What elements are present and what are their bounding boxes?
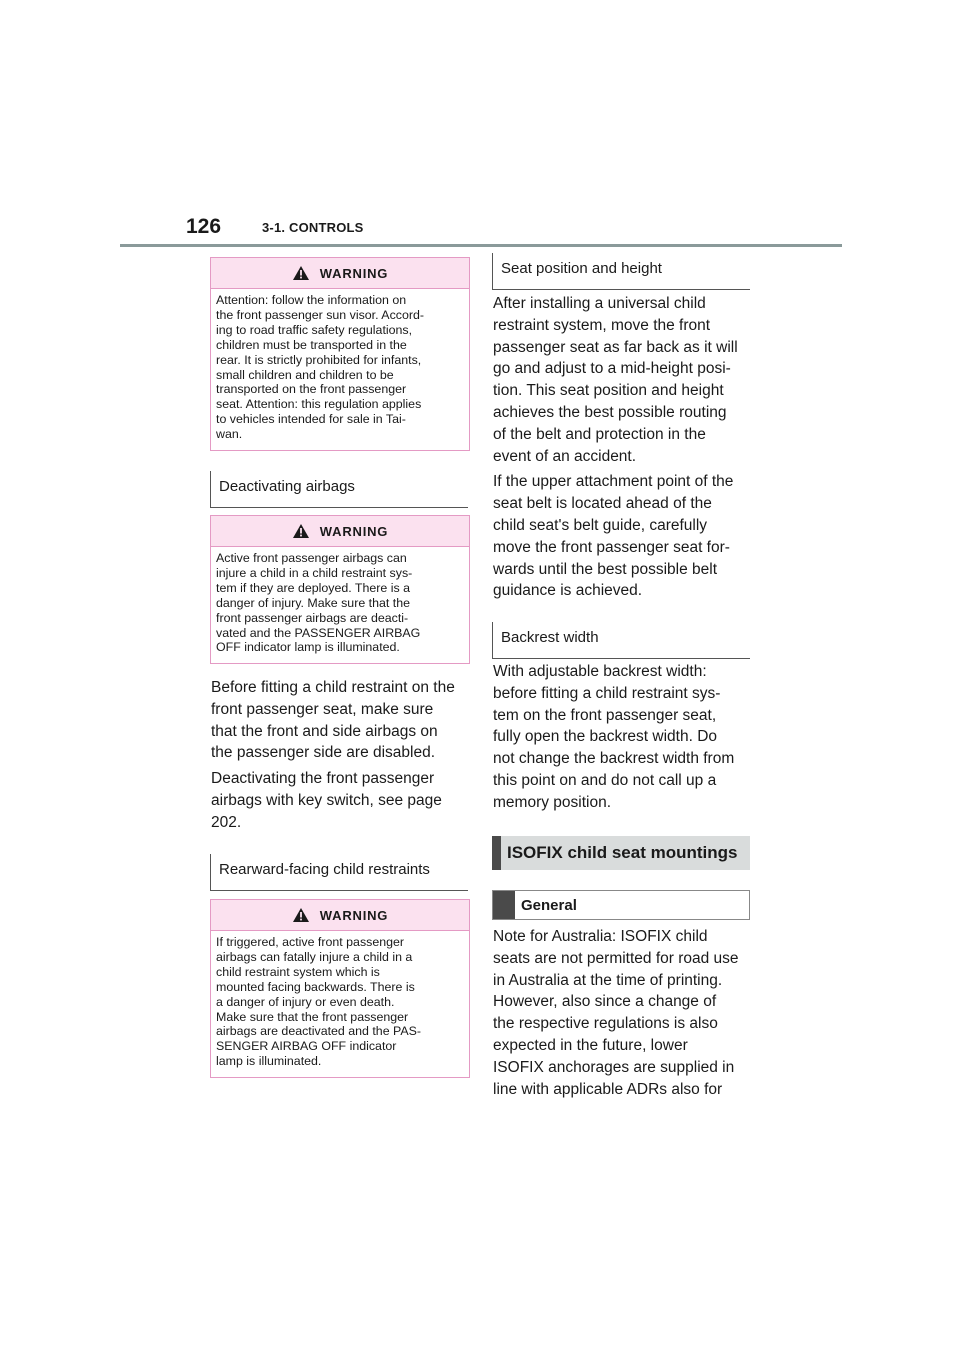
text-line: guidance is achieved. — [493, 582, 643, 600]
text-line: tion. This seat position and height — [493, 382, 724, 400]
warning-line: a danger of injury or even death. — [216, 994, 395, 1009]
subsection-heading-general — [492, 890, 750, 920]
warning-title: WARNING — [319, 523, 389, 539]
warning-line: transported on the front passenger — [216, 382, 407, 397]
warning-line: the front passenger sun visor. Accord- — [216, 307, 424, 322]
warning-header — [211, 516, 469, 547]
warning-box-rearward — [210, 899, 470, 1078]
subheading-rearward-facing: Rearward-facing child restraints — [210, 854, 468, 891]
subheading-backrest-width: Backrest width — [492, 622, 750, 659]
text-line: the respective regulations is also — [493, 1015, 718, 1033]
warning-title: WARNING — [319, 907, 389, 923]
text-line: this point on and do not call up a — [493, 771, 717, 789]
warning-line: SENGER AIRBAG OFF indicator — [216, 1039, 397, 1054]
warning-line: to vehicles intended for sale in Tai- — [216, 412, 406, 427]
warning-triangle-icon — [292, 907, 310, 923]
warning-line: Make sure that the front passenger — [216, 1009, 409, 1024]
paragraph — [493, 926, 753, 1100]
warning-line: danger of injury. Make sure that the — [216, 595, 410, 610]
paragraph-upper-attachment — [493, 471, 753, 602]
warning-line: wan. — [216, 427, 243, 442]
section-heading-isofix — [492, 836, 750, 870]
paragraph — [211, 677, 473, 764]
subsection-marker — [493, 891, 515, 919]
text-line: achieves the best possible routing — [493, 403, 727, 421]
warning-title: WARNING — [319, 265, 389, 281]
text-line: After installing a universal child — [493, 295, 706, 312]
paragraph-key-switch — [211, 768, 473, 833]
warning-line: OFF indicator lamp is illuminated. — [216, 640, 400, 655]
text-line: ISOFIX anchorages are supplied in — [493, 1058, 735, 1076]
paragraph — [493, 293, 753, 467]
text-line: seats are not permitted for road use — [493, 949, 739, 967]
warning-triangle-icon — [292, 265, 310, 281]
warning-text — [211, 931, 469, 1077]
warning-text — [211, 547, 469, 663]
warning-line: Attention: follow the information on — [216, 293, 407, 307]
subheading-deactivating-airbags: Deactivating airbags — [210, 471, 468, 508]
warning-line: injure a child in a child restraint sys- — [216, 565, 413, 580]
text-line: in Australia at the time of printing. — [493, 971, 723, 989]
section-marker — [492, 836, 501, 870]
warning-line: child restraint system which is — [216, 964, 380, 979]
warning-box-active-airbags — [210, 515, 470, 664]
warning-line: rear. It is strictly prohibited for infants, — [216, 352, 422, 367]
section-title: 3-1. CONTROLS — [262, 220, 364, 235]
text-line: passenger seat as far back as it will — [493, 338, 738, 356]
warning-line: lamp is illuminated. — [216, 1054, 322, 1069]
page-number: 126 — [186, 215, 222, 238]
paragraph-after-installing — [493, 293, 753, 606]
warning-header — [211, 258, 469, 289]
text-line: line with applicable ADRs also for — [493, 1080, 723, 1098]
warning-line: children must be transported in the — [216, 337, 407, 352]
warning-text — [211, 289, 469, 450]
warning-line: mounted facing backwards. There is — [216, 979, 415, 994]
text-line: child seat's belt guide, carefully — [493, 516, 708, 534]
warning-box-sun-visor — [210, 257, 470, 451]
text-line: Deactivating the front passenger — [211, 770, 435, 788]
warning-line: vated and the PASSENGER AIRBAG — [216, 625, 421, 640]
text-line: move the front passenger seat for- — [493, 538, 730, 556]
section-heading-text: ISOFIX child seat mountings — [507, 843, 738, 862]
warning-header — [211, 900, 469, 931]
text-line: memory position. — [493, 793, 612, 811]
warning-line: If triggered, active front passenger — [216, 935, 405, 949]
paragraph-australia — [493, 926, 753, 1104]
text-line: tem on the front passenger seat, — [493, 706, 717, 724]
text-line: go and adjust to a mid-height posi- — [493, 360, 731, 378]
text-line: wards until the best possible belt — [493, 560, 718, 578]
text-line: seat belt is located ahead of the — [493, 495, 712, 513]
text-line: airbags with key switch, see page — [211, 791, 442, 809]
text-line: fully open the backrest width. Do — [493, 728, 718, 746]
warning-line: airbags are deactivated and the PAS- — [216, 1024, 422, 1039]
text-line: not change the backrest width from — [493, 750, 735, 768]
text-line: the passenger side are disabled. — [211, 744, 436, 762]
text-line: expected in the future, lower — [493, 1036, 688, 1054]
subsection-heading-text: General — [521, 896, 577, 914]
paragraph — [493, 661, 753, 814]
text-line: of the belt and protection in the — [493, 425, 706, 443]
warning-line: airbags can fatally injure a child in a — [216, 949, 413, 964]
warning-line: tem if they are deployed. There is a — [216, 580, 410, 595]
warning-line: Active front passenger airbags can — [216, 551, 407, 565]
warning-triangle-icon — [292, 523, 310, 539]
warning-line: seat. Attention: this regulation applies — [216, 397, 422, 412]
text-line: 202. — [211, 813, 242, 831]
text-line: Before fitting a child restraint on the — [211, 679, 455, 696]
text-line: If the upper attachment point of the — [493, 473, 734, 491]
text-line: that the front and side airbags on — [211, 722, 438, 740]
warning-line: small children and children to be — [216, 367, 394, 382]
text-line: front passenger seat, make sure — [211, 700, 434, 718]
text-line: However, also since a change of — [493, 993, 717, 1011]
subheading-seat-position: Seat position and height — [492, 253, 750, 290]
text-line: restraint system, move the front — [493, 316, 711, 334]
text-line: before fitting a child restraint sys- — [493, 684, 721, 702]
text-line: event of an accident. — [493, 447, 637, 465]
text-line: Note for Australia: ISOFIX child — [493, 928, 708, 945]
text-line: With adjustable backrest width: — [493, 663, 707, 680]
paragraph-backrest — [493, 661, 753, 818]
warning-line: front passenger airbags are deacti- — [216, 610, 409, 625]
paragraph-before-fitting — [211, 677, 473, 838]
warning-line: ing to road traffic safety regulations, — [216, 322, 413, 337]
header-divider — [120, 244, 842, 247]
